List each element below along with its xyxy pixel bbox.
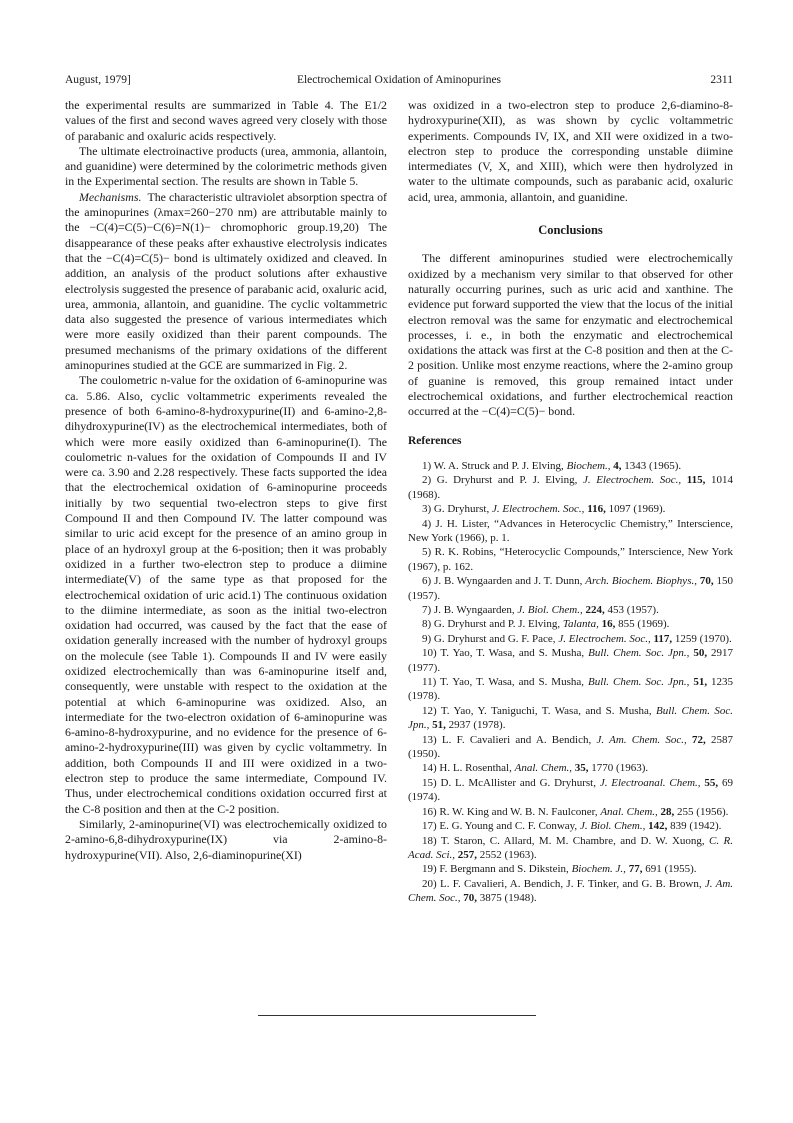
reference-authors: J. B. Wyngaarden, (433, 604, 515, 616)
reference-authors: L. F. Cavalieri and A. Bendich, (441, 733, 592, 746)
reference-authors: T. Yao, T. Wasa, and S. Musha, (440, 647, 585, 660)
reference-pages-year: 255 (1956). (677, 805, 729, 818)
reference-pages-year: 2552 (1963). (479, 848, 537, 861)
reference-volume: 257, (457, 848, 478, 861)
reference-volume: 116, (587, 503, 606, 516)
reference-volume: 70, (463, 892, 478, 905)
reference-pages-year: 1097 (1969). (608, 503, 666, 516)
reference-authors: G. Dryhurst and P. J. Elving, (436, 474, 578, 487)
reference-journal: Anal. Chem., (600, 805, 658, 818)
header-title: Electrochemical Oxidation of Aminopurines (296, 74, 502, 86)
reference-number: 4) (422, 517, 432, 530)
reference-authors: R. K. Robins, “Heterocyclic Compounds,” Interscience, New York (1967), p. 162. (408, 546, 733, 573)
reference-number: 12) (422, 704, 437, 717)
reference-authors: L. F. Cavalieri, A. Bendich, J. F. Tinker, and G. B. Brown, (439, 877, 702, 890)
reference-journal: J. Electrochem. Soc., (491, 503, 585, 516)
reference-authors: R. W. King and W. B. N. Faulconer, (439, 805, 598, 818)
reference-journal: Bull. Chem. Soc. Jpn., (587, 676, 690, 689)
paragraph-lead-in: Mechanisms. (79, 189, 142, 204)
reference-journal: C. R. Acad. Sci., (408, 834, 734, 861)
reference-volume: 55, (704, 776, 719, 789)
conclusions-heading: Conclusions (538, 223, 603, 238)
paragraph: Similarly, 2-aminopurine(VI) was electrochemically oxidized to 2-amino-6,8-dihydroxypurine(IX) via 2-amino-8-hydroxypurine(VII). Also, 2,6-diaminopurine(XI) (65, 816, 387, 862)
reference-authors: H. L. Rosenthal, (439, 762, 512, 775)
references-list (408, 459, 733, 906)
reference-item (408, 819, 733, 833)
reference-pages-year: 3875 (1948). (479, 892, 537, 905)
reference-number: 16) (422, 805, 437, 818)
reference-journal: J. Electroanal. Chem., (599, 776, 701, 789)
reference-journal: J. Electrochem. Soc., (558, 632, 651, 645)
reference-number: 2) (422, 474, 432, 487)
reference-item (408, 545, 733, 574)
paragraph: the experimental results are summarized in Table 4. The E1/2 values of the first and second waves agreed very closely with those of parabanic and oxaluric acids respectively. (65, 98, 387, 143)
reference-pages-year: 1343 (1965). (624, 459, 682, 472)
header-date: August, 1979] (65, 74, 131, 86)
reference-journal: J. Am. Chem. Soc., (596, 733, 687, 746)
references-heading: References (408, 434, 462, 447)
reference-pages-year: 1235 (1978). (408, 676, 734, 703)
reference-journal: J. Am. Chem. Soc., (408, 877, 734, 905)
reference-authors: T. Yao, T. Wasa, and S. Musha, (440, 676, 584, 689)
reference-volume: 51, (432, 719, 446, 732)
reference-pages-year: 69 (1974). (408, 776, 733, 804)
reference-authors: J. H. Lister, “Advances in Heterocyclic Chemistry,” Interscience, New York (1966), p. 1. (408, 517, 733, 544)
reference-authors: G. Dryhurst and G. F. Pace, (433, 632, 556, 645)
paragraph-body: The characteristic ultraviolet absorption spectra of the aminopurines (λmax=260−270 nm) are attributable mainly to the −C(4)=C(5)−C(6)=N(1)− chromophoric group.19,20) The disappearance of these peaks after exhaustive electrolysis indicates that the −C(4)=C(5)− bond is ultimately oxidized and cleaved. In addition, an analysis of the product solutions after exhaustive electrolysis suggested the presence of parabanic acid, oxaluric acid, urea, ammonia, allantoin, and guanidine. The cyclic voltammetric data also suggested the presence of various intermediates which were more easily oxidized than their parent compounds. The presumed mechanisms of the primary oxidations of the different aminopurines studied at the GCE are summarized in Fig. 2. (65, 189, 387, 373)
reference-number: 14) (422, 762, 437, 775)
reference-authors: D. L. McAllister and G. Dryhurst, (440, 776, 596, 789)
running-header (65, 72, 733, 88)
right-column (408, 98, 733, 906)
reference-pages-year: 691 (1955). (645, 863, 697, 876)
header-page-number: 2311 (710, 74, 733, 86)
reference-item (408, 617, 733, 631)
left-column (65, 98, 387, 863)
reference-journal: Biochem. J., (571, 863, 626, 876)
reference-authors: J. B. Wyngaarden and J. T. Dunn, (434, 575, 583, 588)
paragraph: was oxidized in a two-electron step to produce 2,6-diamino-8-hydroxypurine(XII), as was shown by cyclic voltammetric experiments. Compounds IV, IX, and XII were oxidized in a two-electron step to produce the corresponding unstable diimine intermediates (V, X, and XIII), which were then hydrolyzed in water to the ultimate compounds, such as parabanic acid, oxaluric acid, urea, ammonia, allantoin, and guanidine. (408, 98, 733, 204)
reference-number: 18) (422, 834, 437, 847)
reference-item (408, 834, 733, 863)
reference-item (408, 675, 733, 704)
reference-number: 17) (422, 820, 437, 833)
reference-number: 5) (422, 546, 432, 559)
reference-item (408, 574, 733, 603)
reference-volume: 72, (692, 733, 706, 746)
reference-number: 13) (422, 733, 437, 746)
reference-number: 1) (422, 459, 432, 472)
reference-journal: Anal. Chem., (514, 762, 573, 775)
reference-journal: J. Electrochem. Soc., (582, 474, 682, 487)
reference-number: 9) (422, 632, 432, 645)
reference-pages-year: 1770 (1963). (591, 762, 649, 775)
reference-pages-year: 2937 (1978). (448, 719, 506, 732)
reference-item (408, 473, 733, 502)
paragraph: The coulometric n-value for the oxidation of 6-aminopurine was ca. 5.86. Also, cyclic voltammetric experiments revealed the presence of both 6-amino-8-hydroxypurine(II) and 6-amino-2,8-dihydroxypurine(IV) as the electrochemical intermediates, both of which were more easily oxidized than 6-aminopurine(I). The coulometric n-values for the oxidation of Compounds II and IV were ca. 3.90 and 2.28 respectively. These facts supported the idea that the electrochemical oxidation of 6-aminopurine proceeds initially by two sequential two-electron steps to give first Compound II and then Compound IV. The latter compound was similar to uric acid except for the presence of an amino group in place of an hydroxyl group at the 6-position; then it was probably oxidized in a further two-electron step to produce a diimine intermediate(V) of the same type as that proposed for the electrochemical oxidation of uric acid.1) The continuous oxidation to the diimine intermediate, as soon as the initial two-electron oxidation had occurred, was caused by the fact that the ease of oxidation generally increased with the number of hydroxyl groups on the molecule (see Table 1). Compounds II and IV were easily oxidized electrochemically than was 6-aminopurine itself and, consequently, were unstable with respect to the oxidation at the potential at which 6-aminopurine was oxidized. Also, an intermediate for the two-electron oxidation of 6-aminopurine was 6-amino-8-hydroxypurine, and no evidence for the presence of 6-amino-2-hydroxypurine(III) was given by cyclic voltammetry. In addition, both Compounds II and III were oxidized in a two-electron step to produce the same intermediate, Compound IV. Thus, under electrochemical conditions oxidation occurred first at the C-8 position and then at the C-2 position. (65, 373, 387, 816)
reference-number: 11) (422, 676, 437, 689)
reference-item (408, 761, 733, 775)
reference-authors: E. G. Young and C. F. Conway, (439, 820, 578, 833)
reference-journal: J. Biol. Chem., (517, 604, 583, 616)
reference-item (408, 862, 733, 876)
reference-volume: 16, (601, 618, 616, 631)
reference-journal: Bull. Chem. Soc. Jpn., (588, 647, 690, 660)
reference-authors: W. A. Struck and P. J. Elving, (433, 459, 564, 472)
reference-number: 3) (422, 503, 432, 516)
reference-volume: 115, (686, 474, 706, 487)
paragraph: The ultimate electroinactive products (urea, ammonia, allantoin, and guanidine) were determined by the colorimetric methods given in the Experimental section. The results are shown in Table 5. (65, 143, 387, 189)
reference-pages-year: 150 (1957). (408, 575, 734, 602)
reference-authors: G. Dryhurst and P. J. Elving, (433, 618, 561, 631)
reference-authors: G. Dryhurst, (433, 503, 490, 516)
reference-item (408, 603, 733, 617)
reference-item (408, 459, 733, 473)
reference-number: 20) (422, 877, 437, 890)
reference-volume: 51, (693, 676, 708, 689)
reference-volume: 77, (628, 863, 643, 876)
reference-pages-year: 2587 (1950). (408, 733, 734, 761)
reference-item (408, 704, 733, 733)
reference-item (408, 776, 733, 805)
reference-item (408, 805, 733, 819)
reference-authors: T. Yao, Y. Taniguchi, T. Wasa, and S. Musha, (440, 704, 652, 717)
reference-journal: Talanta, (562, 618, 599, 631)
reference-number: 10) (422, 647, 437, 660)
reference-item (408, 733, 733, 762)
reference-volume: 4, (613, 459, 622, 472)
reference-authors: T. Staron, C. Allard, M. M. Chambre, and D. W. Xuong, (440, 834, 705, 847)
reference-volume: 70, (699, 575, 714, 588)
reference-volume: 35, (574, 762, 589, 775)
reference-number: 15) (422, 776, 437, 789)
reference-number: 7) (422, 604, 432, 616)
footer-rule (258, 1015, 536, 1016)
reference-volume: 50, (693, 647, 708, 660)
reference-number: 19) (422, 863, 437, 876)
reference-pages-year: 1259 (1970). (674, 632, 732, 645)
reference-volume: 224, (585, 604, 605, 616)
reference-pages-year: 453 (1957). (607, 604, 659, 616)
reference-journal: Bull. Chem. Soc. Jpn., (408, 704, 733, 732)
reference-volume: 117, (653, 632, 673, 645)
reference-pages-year: 1014 (1968). (408, 474, 734, 501)
reference-journal: Arch. Biochem. Biophys., (585, 575, 697, 588)
reference-pages-year: 855 (1969). (618, 618, 670, 631)
reference-pages-year: 2917 (1977). (408, 647, 734, 674)
paragraph-mechanisms (65, 190, 387, 374)
reference-journal: J. Biol. Chem., (579, 820, 646, 833)
reference-pages-year: 839 (1942). (670, 820, 722, 833)
reference-volume: 28, (660, 805, 675, 818)
reference-item (408, 646, 733, 675)
reference-item (408, 632, 733, 646)
reference-number: 6) (422, 575, 432, 588)
reference-item (408, 877, 733, 906)
reference-item (408, 502, 733, 516)
reference-authors: F. Bergmann and S. Dikstein, (439, 863, 569, 876)
reference-journal: Biochem., (566, 459, 611, 472)
reference-item (408, 517, 733, 546)
reference-number: 8) (422, 618, 432, 631)
reference-volume: 142, (648, 820, 668, 833)
paragraph: The different aminopurines studied were electrochemically oxidized by a mechanism very similar to that observed for other naturally occurring purines, such as uric acid and xanthine. The evidence put forward supported the view that the locus of the initial electron removal was the same for enzymatic and electrochemical processes, i. e., in both the enzymatic and electrochemical oxidations the attack was first at the C-8 position and then at the C-2 position. Unlike most enzyme reactions, where the 2-amino group of guanine is removed, this group remained intact under electrochemical oxidations, and further electrochemical reaction occurred at the −C(4)=C(5)− bond. (408, 251, 733, 419)
